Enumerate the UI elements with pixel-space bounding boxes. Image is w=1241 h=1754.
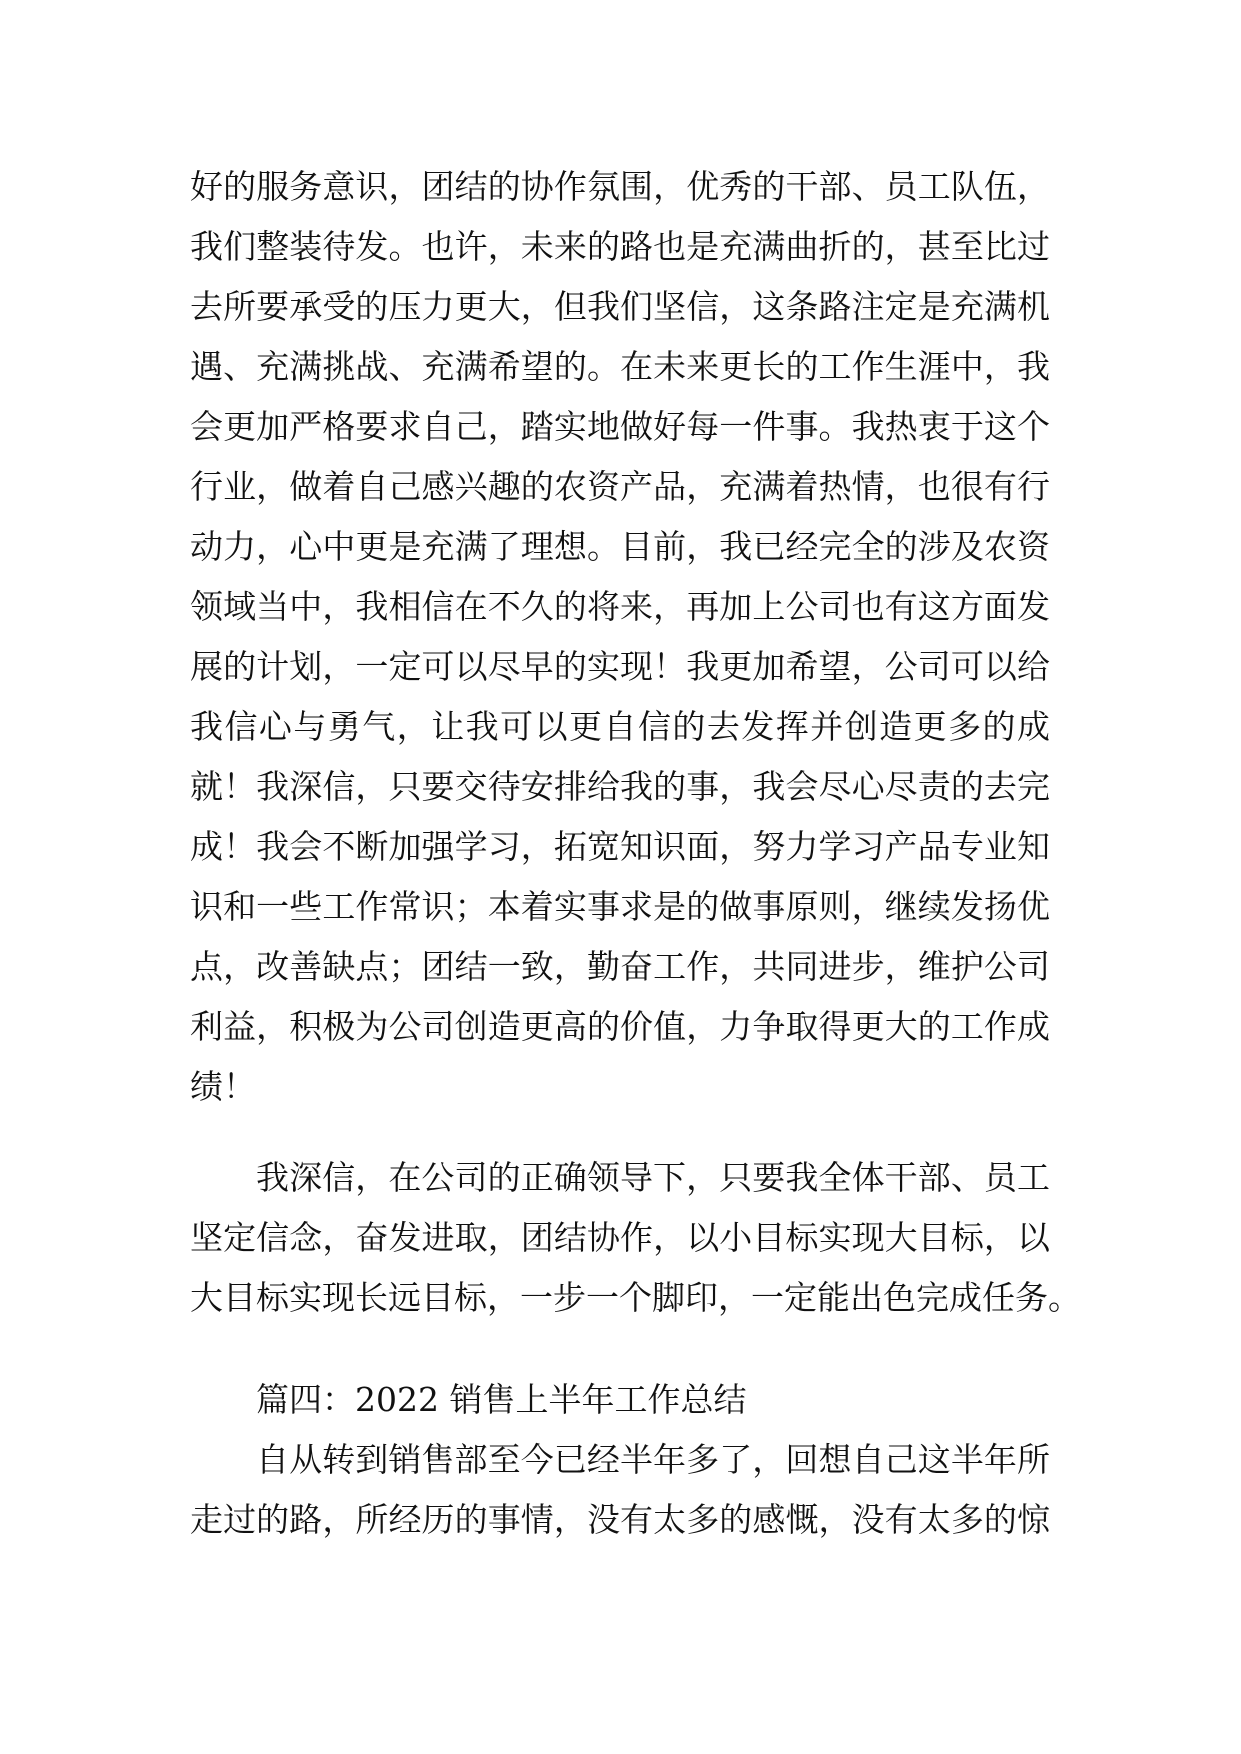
paragraph-conclusion bbox=[190, 1148, 1081, 1328]
paragraph-line: 领域当中，我相信在不久的将来，再加上公司也有这方面发 bbox=[190, 587, 1050, 626]
paragraph-line: 大目标实现长远目标，一步一个脚印，一定能出色完成任务。 bbox=[190, 1278, 1081, 1317]
paragraph-continuation bbox=[190, 157, 1050, 1117]
paragraph-line: 行业，做着自己感兴趣的农资产品，充满着热情，也很有行 bbox=[190, 467, 1050, 506]
paragraph-line: 利益，积极为公司创造更高的价值，力争取得更大的工作成 bbox=[190, 1007, 1050, 1046]
section-heading: 篇四：2022 销售上半年工作总结 bbox=[256, 1380, 747, 1419]
paragraph-line: 自从转到销售部至今已经半年多了，回想自己这半年所 bbox=[256, 1440, 1050, 1479]
paragraph-line: 点，改善缺点；团结一致，勤奋工作，共同进步，维护公司 bbox=[190, 947, 1050, 986]
paragraph-line: 成！我会不断加强学习，拓宽知识面，努力学习产品专业知 bbox=[190, 827, 1050, 866]
paragraph-line: 好的服务意识，团结的协作氛围，优秀的干部、员工队伍， bbox=[190, 167, 1050, 206]
paragraph-line: 去所要承受的压力更大，但我们坚信，这条路注定是充满机 bbox=[190, 287, 1050, 326]
section-four bbox=[190, 1370, 1050, 1550]
paragraph-line: 会更加严格要求自己，踏实地做好每一件事。我热衷于这个 bbox=[190, 407, 1050, 446]
paragraph-line: 就！我深信，只要交待安排给我的事，我会尽心尽责的去完 bbox=[190, 767, 1050, 806]
paragraph-line: 我信心与勇气，让我可以更自信的去发挥并创造更多的成 bbox=[190, 707, 1050, 746]
paragraph-line: 我们整装待发。也许，未来的路也是充满曲折的，甚至比过 bbox=[190, 227, 1050, 266]
paragraph-line: 走过的路，所经历的事情，没有太多的感慨，没有太多的惊 bbox=[190, 1500, 1050, 1539]
paragraph-line: 我深信，在公司的正确领导下，只要我全体干部、员工 bbox=[256, 1158, 1050, 1197]
paragraph-line: 展的计划，一定可以尽早的实现！我更加希望，公司可以给 bbox=[190, 647, 1050, 686]
paragraph-line: 绩！ bbox=[190, 1067, 256, 1106]
paragraph-line: 识和一些工作常识；本着实事求是的做事原则，继续发扬优 bbox=[190, 887, 1050, 926]
paragraph-line: 遇、充满挑战、充满希望的。在未来更长的工作生涯中，我 bbox=[190, 347, 1050, 386]
paragraph-line: 坚定信念，奋发进取，团结协作，以小目标实现大目标，以 bbox=[190, 1218, 1050, 1257]
paragraph-line: 动力，心中更是充满了理想。目前，我已经完全的涉及农资 bbox=[190, 527, 1050, 566]
